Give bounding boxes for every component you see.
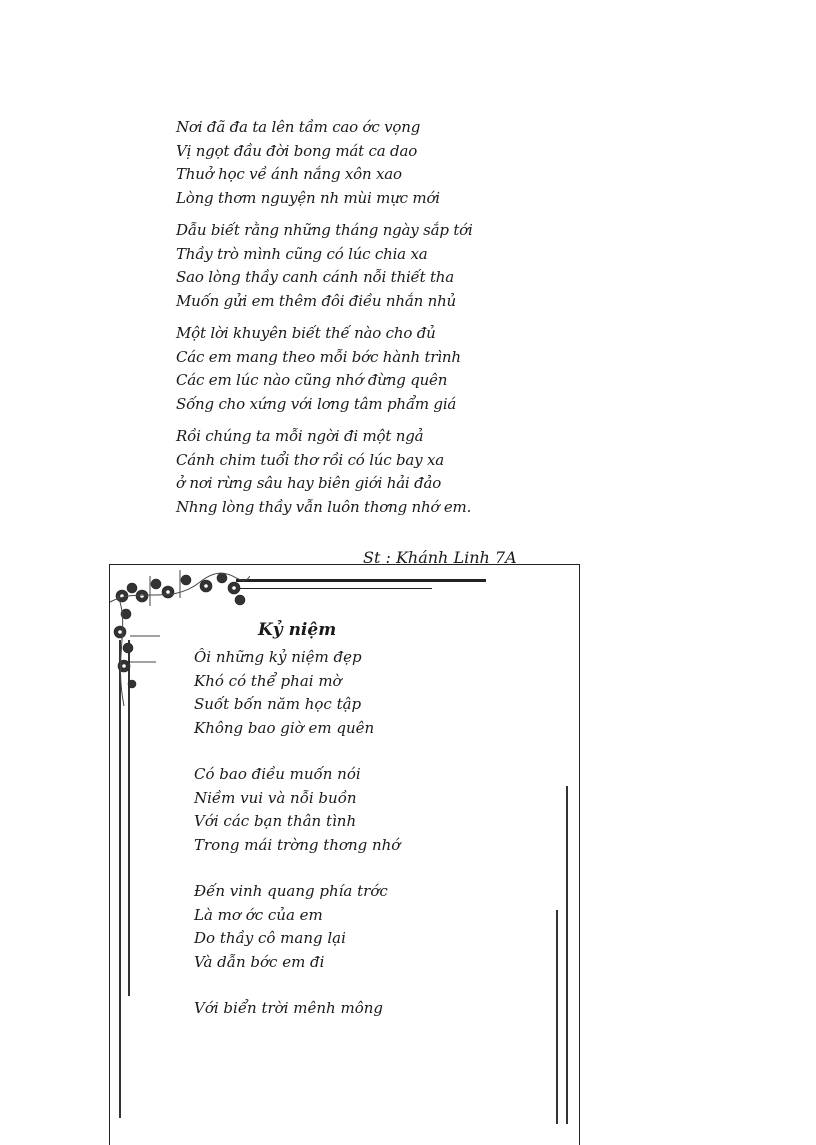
verse-line: Và dẫn bớc em đi — [194, 952, 325, 971]
divider-line — [119, 640, 121, 1118]
divider-line — [236, 588, 432, 589]
verse-line: Sao lòng thầy canh cánh nỗi thiết tha — [176, 268, 455, 286]
verse-line: Do thầy cô mang lại — [194, 929, 346, 947]
verse-line: Niềm vui và nỗi buồn — [194, 788, 357, 807]
divider-line — [236, 579, 486, 582]
verse-line: Thầy trò mình cũng có lúc chia xa — [176, 244, 428, 263]
poem-one-stanza — [176, 116, 473, 210]
verse-line: Với các bạn thân tình — [194, 812, 357, 830]
verse-line: Các em mang theo mỗi bớc hành trình — [176, 347, 461, 366]
verse-line: Suốt bốn năm học tập — [194, 695, 362, 713]
verse-line: Ôi những kỷ niệm đẹp — [194, 648, 362, 666]
verse-line: Muốn gửi em thêm đôi điều nhắn nhủ — [176, 291, 457, 310]
verse-line: Trong mái trờng thơng nhớ — [194, 835, 401, 854]
poem-two-stanza — [194, 880, 400, 974]
verse-line: Khó có thể phai mờ — [194, 671, 342, 690]
verse-line: Các em lúc nào cũng nhớ đừng quên — [176, 371, 448, 389]
verse-line: Dẫu biết rằng những tháng ngày sắp tới — [176, 221, 473, 239]
verse-line: Nơi đã đa ta lên tầm cao ớc vọng — [176, 118, 421, 136]
verse-line: Lòng thơm nguyện nh mùi mực mới — [176, 188, 440, 207]
poem-one — [176, 116, 473, 528]
divider-line — [556, 910, 558, 1124]
poem-two-stanza — [194, 763, 400, 857]
verse-line: Vị ngọt đầu đời bong mát ca dao — [176, 141, 418, 160]
verse-line: Cánh chim tuổi thơ rồi có lúc bay xa — [176, 450, 445, 469]
signature: St : Khánh Linh 7A — [363, 548, 517, 567]
verse-line: Với biển trời mênh mông — [194, 999, 383, 1017]
poem-two — [194, 646, 400, 1044]
poem-one-stanza — [176, 219, 473, 313]
verse-line: Một lời khuyên biết thế nào cho đủ — [176, 324, 436, 342]
poem-one-stanza — [176, 425, 473, 519]
verse-line: Thuở học về ánh nắng xôn xao — [176, 165, 402, 183]
poem-two-stanza — [194, 646, 400, 740]
verse-line: Rồi chúng ta mỗi ngời đi một ngả — [176, 427, 424, 445]
verse-line: Đến vinh quang phía trớc — [194, 882, 388, 900]
verse-line: Sống cho xứng với lơng tâm phẩm giá — [176, 394, 457, 413]
poem-one-stanza — [176, 322, 473, 416]
verse-line: Nhng lòng thầy vẫn luôn thơng nhớ em. — [176, 497, 472, 516]
verse-line: Không bao giờ em quên — [194, 718, 375, 737]
divider-line — [566, 786, 568, 1124]
verse-line: Có bao điều muốn nói — [194, 765, 361, 783]
poem-two-stanza — [194, 997, 400, 1021]
poem-title: Kỷ niệm — [258, 620, 337, 640]
verse-line: ở nơi rừng sâu hay biên giới hải đảo — [176, 474, 442, 492]
verse-line: Là mơ ớc của em — [194, 905, 323, 924]
